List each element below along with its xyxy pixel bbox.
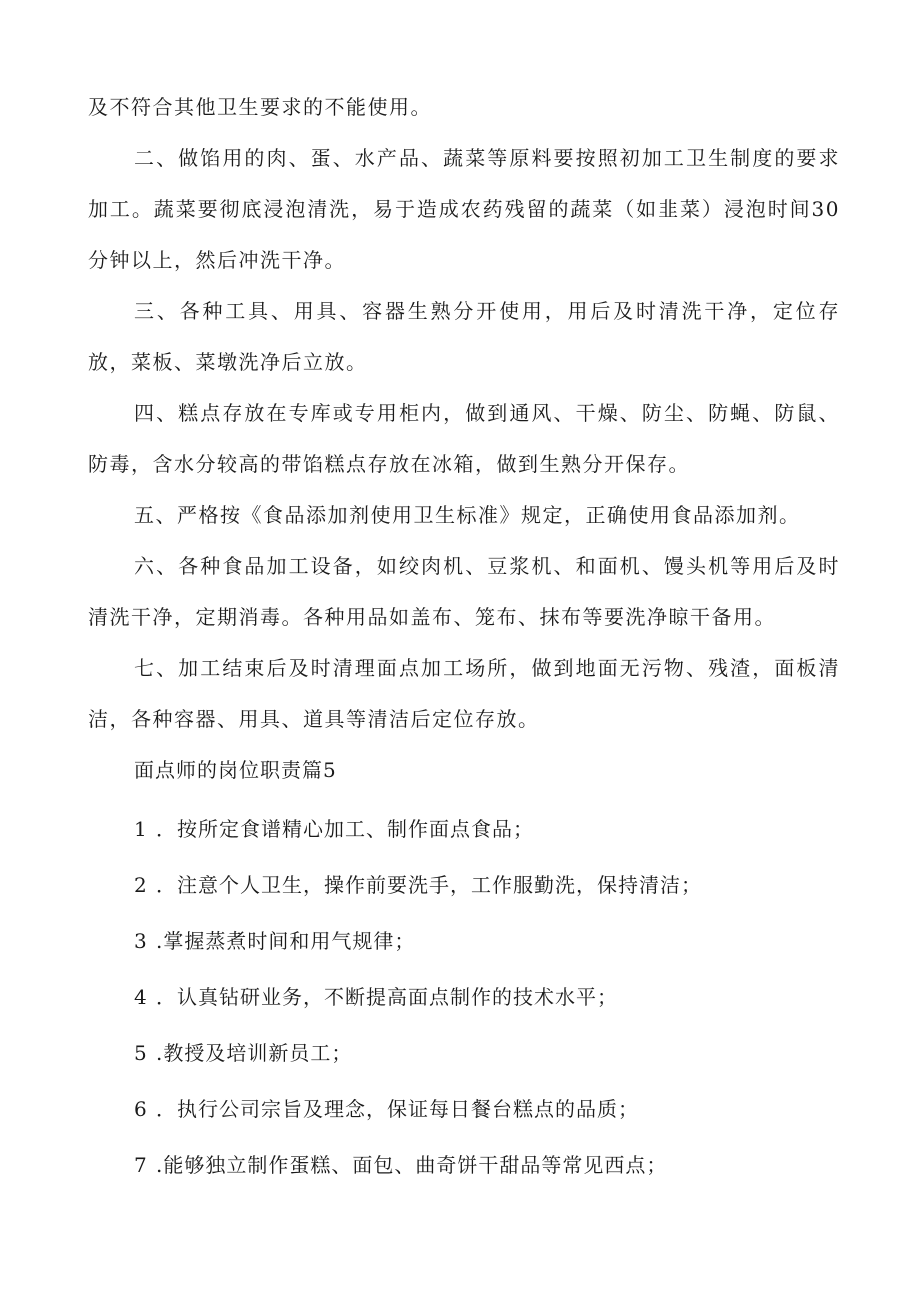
- list-item: [88, 969, 840, 1025]
- paragraph-item-3: 三、各种工具、用具、容器生熟分开使用，用后及时清洗干净，定位存放，菜板、菜墩洗净后立放。: [88, 299, 840, 374]
- document-page: [88, 82, 840, 1193]
- list-number: 3: [134, 929, 148, 953]
- list-text: .掌握蒸煮时间和用气规律；: [156, 929, 416, 953]
- duty-list: [88, 801, 840, 1193]
- paragraph-item-2: 二、做馅用的肉、蛋、水产品、蔬菜等原料要按照初加工卫生制度的要求加工。蔬菜要彻底浸泡清洗，易于造成农药残留的蔬菜（如韭菜）浸泡时间30分钟以上，然后冲洗干净。: [88, 146, 840, 272]
- list-text: ．执行公司宗旨及理念，保证每日餐台糕点的品质；: [156, 1097, 639, 1121]
- list-number: 2: [134, 873, 148, 897]
- list-item: [88, 1137, 840, 1193]
- list-text: .能够独立制作蛋糕、面包、曲奇饼干甜品等常见西点；: [156, 1153, 668, 1177]
- list-text: ．注意个人卫生，操作前要洗手，工作服勤洗，保持清洁；: [156, 873, 702, 897]
- list-text: ．认真钻研业务，不断提高面点制作的技术水平；: [156, 985, 618, 1009]
- list-item: [88, 857, 840, 913]
- section-heading: 面点师的岗位职责篇5: [134, 758, 337, 782]
- paragraph-item-7: 七、加工结束后及时清理面点加工场所，做到地面无污物、残渣，面板清洁，各种容器、用具、道具等清洁后定位存放。: [88, 656, 840, 731]
- paragraph-continuation: 及不符合其他卫生要求的不能使用。: [88, 95, 432, 119]
- list-item: [88, 913, 840, 969]
- list-number: 4: [134, 985, 148, 1009]
- list-item: [88, 1025, 840, 1081]
- list-text: ．按所定食谱精心加工、制作面点食品；: [156, 817, 534, 841]
- list-number: 7: [134, 1153, 148, 1177]
- list-number: 6: [134, 1097, 148, 1121]
- paragraph-item-6: 六、各种食品加工设备，如绞肉机、豆浆机、和面机、馒头机等用后及时清洗干净，定期消毒。各种用品如盖布、笼布、抹布等要洗净晾干备用。: [88, 554, 840, 629]
- list-item: [88, 1081, 840, 1137]
- paragraph-item-5: 五、严格按《食品添加剂使用卫生标准》规定，正确使用食品添加剂。: [134, 503, 801, 527]
- list-number: 1: [134, 817, 148, 841]
- list-text: .教授及培训新员工；: [156, 1041, 353, 1065]
- list-number: 5: [134, 1041, 148, 1065]
- list-item: [88, 801, 840, 857]
- paragraph-item-4: 四、糕点存放在专库或专用柜内，做到通风、干燥、防尘、防蝇、防鼠、防毒，含水分较高的带馅糕点存放在冰箱，做到生熟分开保存。: [88, 401, 840, 476]
